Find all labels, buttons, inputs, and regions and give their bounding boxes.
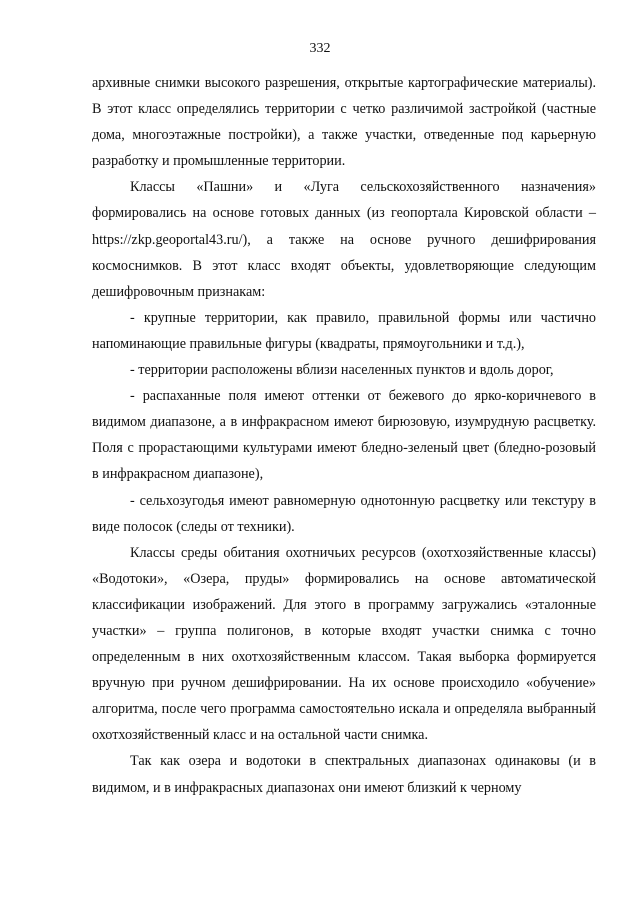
body-text xyxy=(92,70,596,801)
list-item: - сельхозугодья имеют равномерную однотонную расцветку или текстуру в виде полосок (следы от техники). xyxy=(92,492,596,535)
page-number: 332 xyxy=(309,41,331,56)
paragraph-classes-habitat: Классы среды обитания охотничьих ресурсов (охотхозяйственные классы) «Водотоки», «Озера, пруды» формировались на основе автоматической классификации изображений. Для этого в программу загружались «эталонные участки» – группа полигонов, в которые входят участки снимка с точно определенным в них охотхозяйственным классом. Такая выборка формируется вручную при ручном дешифрировании. На их основе происходило «обучение» алгоритма, после чего программа самостоятельно искала и определяла выбранный охотхозяйственный класс и на остальной части снимка. xyxy=(92,544,596,744)
list-item: - крупные территории, как правило, правильной формы или частично напоминающие правильные фигуры (квадраты, прямоугольники и т.д.), xyxy=(92,309,596,352)
paragraph-lakes-watercourses: Так как озера и водотоки в спектральных диапазонах одинаковы (и в видимом, и в инфракрасных диапазонах они имеют близкий к черному xyxy=(92,753,596,796)
paragraph-classes-arable: Классы «Пашни» и «Луга сельскохозяйственного назначения» формировались на основе готовых данных (из геопортала Кировской области – https://zkp.geoportal43.ru/), а также на основе ручного дешифрирования космоснимков. В этот класс входят объекты, удовлетворяющие следующим дешифровочным признакам: xyxy=(92,179,596,300)
paragraph-continuation: архивные снимки высокого разрешения, открытые картографические материалы). В этот класс определялись территории с четко различимой застройкой (частные дома, многоэтажные постройки), а также участки, отведенные под карьерную разработку и промышленные территории. xyxy=(92,75,596,170)
list-item: - территории расположены вблизи населенных пунктов и вдоль дорог, xyxy=(130,362,554,379)
list-item: - распаханные поля имеют оттенки от бежевого до ярко-коричневого в видимом диапазоне, а в инфракрасном имеют бирюзовую, изумрудную расцветку. Поля с прорастающими культурами имеют бледно-зеленый цвет (бледно-розовый в инфракрасном диапазоне), xyxy=(92,388,596,483)
